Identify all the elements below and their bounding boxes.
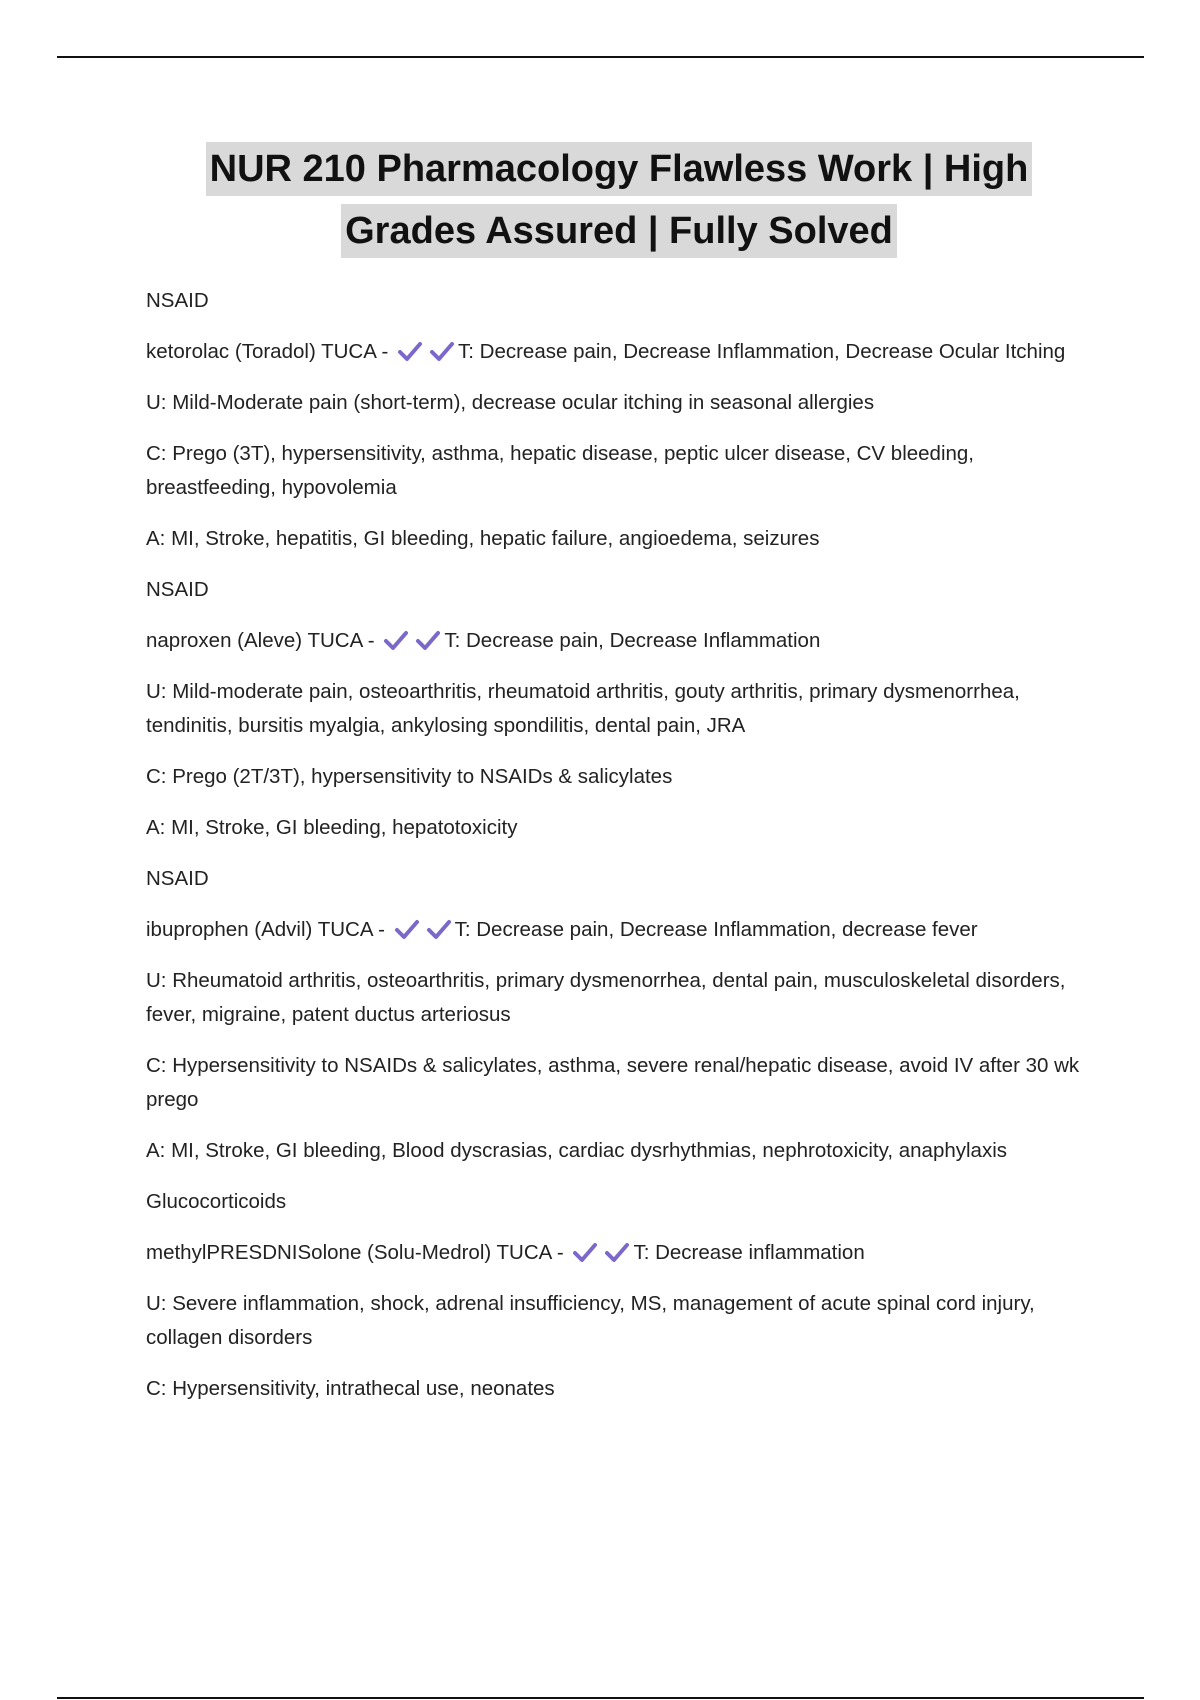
contraindications-text: C: Prego (3T), hypersensitivity, asthma, hepatic disease, peptic ulcer disease, CV bleeding, breastfeeding, hypovolemia	[146, 442, 974, 499]
document-body	[146, 284, 1096, 1423]
category-label: Glucocorticoids	[146, 1190, 287, 1213]
adverse-effects-text: A: MI, Stroke, GI bleeding, hepatotoxicity	[146, 816, 518, 839]
drug-name: ibuprophen (Advil) TUCA -	[146, 918, 385, 941]
category-label: NSAID	[146, 289, 209, 312]
drug-entry	[146, 624, 1096, 658]
checkmark-icon	[414, 628, 442, 652]
drug-name: methylPRESDNISolone (Solu-Medrol) TUCA -	[146, 1241, 564, 1264]
title-line-1: NUR 210 Pharmacology Flawless Work | High	[206, 142, 1033, 196]
title-line-2: Grades Assured | Fully Solved	[341, 204, 897, 258]
checkmark-icon	[425, 917, 453, 941]
uses-text: U: Mild-moderate pain, osteoarthritis, rheumatoid arthritis, gouty arthritis, primary dysmenorrhea, tendinitis, bursitis myalgia, ankylosing spondilitis, dental pain, JRA	[146, 680, 1020, 737]
therapeutic-effect: T: Decrease pain, Decrease Inflammation	[444, 629, 821, 652]
contraindications-text: C: Prego (2T/3T), hypersensitivity to NSAIDs & salicylates	[146, 765, 673, 788]
therapeutic-effect: T: Decrease inflammation	[633, 1241, 865, 1264]
category-label: NSAID	[146, 867, 209, 890]
checkmark-icon	[382, 628, 410, 652]
therapeutic-effect: T: Decrease pain, Decrease Inflammation, Decrease Ocular Itching	[458, 340, 1066, 363]
drug-entry	[146, 1236, 1096, 1270]
top-rule	[57, 56, 1144, 58]
checkmark-icon	[603, 1240, 631, 1264]
uses-text: U: Severe inflammation, shock, adrenal insufficiency, MS, management of acute spinal cord injury, collagen disorders	[146, 1292, 1035, 1349]
adverse-effects-text: A: MI, Stroke, hepatitis, GI bleeding, hepatic failure, angioedema, seizures	[146, 527, 820, 550]
checkmark-icon	[428, 339, 456, 363]
checkmark-icon	[396, 339, 424, 363]
drug-entry	[146, 913, 1096, 947]
drug-name: ketorolac (Toradol) TUCA -	[146, 340, 389, 363]
drug-entry	[146, 335, 1096, 369]
document-title	[110, 142, 1128, 258]
uses-text: U: Rheumatoid arthritis, osteoarthritis, primary dysmenorrhea, dental pain, musculoskeletal disorders, fever, migraine, patent ductus arteriosus	[146, 969, 1066, 1026]
checkmark-icon	[393, 917, 421, 941]
adverse-effects-text: A: MI, Stroke, GI bleeding, Blood dyscrasias, cardiac dysrhythmias, nephrotoxicity, anaphylaxis	[146, 1139, 1008, 1162]
therapeutic-effect: T: Decrease pain, Decrease Inflammation, decrease fever	[454, 918, 978, 941]
checkmark-icon	[571, 1240, 599, 1264]
contraindications-text: C: Hypersensitivity, intrathecal use, neonates	[146, 1377, 555, 1400]
uses-text: U: Mild-Moderate pain (short-term), decrease ocular itching in seasonal allergies	[146, 391, 875, 414]
contraindications-text: C: Hypersensitivity to NSAIDs & salicylates, asthma, severe renal/hepatic disease, avoid IV after 30 wk prego	[146, 1054, 1080, 1111]
drug-name: naproxen (Aleve) TUCA -	[146, 629, 375, 652]
bottom-rule	[57, 1697, 1144, 1699]
category-label: NSAID	[146, 578, 209, 601]
